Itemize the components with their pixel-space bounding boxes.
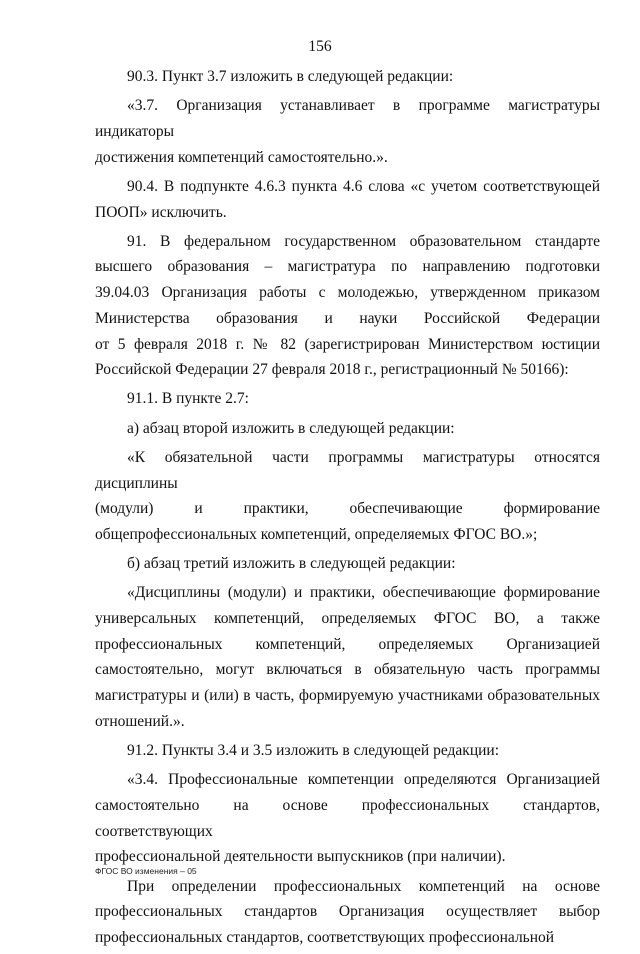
paragraph <box>95 386 600 412</box>
text-line: самостоятельно, могут включаться в обязательную часть программы <box>95 661 600 679</box>
text-line: 90.4. В подпункте 4.6.3 пункта 4.6 слова «с учетом соответствующей <box>127 177 600 195</box>
text-line: ПООП» исключить. <box>95 203 227 221</box>
paragraph <box>95 738 600 764</box>
paragraph <box>95 580 600 734</box>
text-line: от 5 февраля 2018 г. № 82 (зарегистрирован Министерством юстиции <box>95 335 600 353</box>
text-line: универсальных компетенций, определяемых ФГОС ВО, а также <box>95 610 600 628</box>
paragraph <box>95 767 600 870</box>
paragraph <box>95 416 600 442</box>
text-line: профессиональной деятельности выпускников (при наличии). <box>95 848 506 866</box>
text-line: При определении профессиональных компетенций на основе <box>127 877 600 895</box>
text-line: достижения компетенций самостоятельно.». <box>95 148 388 166</box>
text-line: «3.4. Профессиональные компетенции определяются Организацией <box>127 771 600 789</box>
text-line: а) абзац второй изложить в следующей редакции: <box>127 419 455 437</box>
text-line: б) абзац третий изложить в следующей редакции: <box>127 555 456 573</box>
paragraph <box>95 229 600 383</box>
text-line: профессиональных стандартов, соответствующих профессиональной <box>95 929 555 946</box>
text-line: Министерства образования и науки Российской Федерации <box>95 309 600 327</box>
text-line: высшего образования – магистратура по направлению подготовки <box>95 258 600 276</box>
text-line: «К обязательной части программы магистратуры относятся дисциплины <box>95 448 600 492</box>
paragraph <box>95 174 600 225</box>
paragraph <box>95 93 600 170</box>
footer-note: ФГОС ВО изменения – 05 <box>95 866 197 876</box>
paragraph <box>95 64 600 90</box>
text-line: 91.2. Пункты 3.4 и 3.5 изложить в следующей редакции: <box>127 742 500 760</box>
paragraph <box>95 874 600 951</box>
text-line: 39.04.03 Организация работы с молодежью, утвержденном приказом <box>95 284 600 302</box>
text-line: самостоятельно на основе профессиональных стандартов, соответствующих <box>95 796 600 840</box>
text-line: 91.1. В пункте 2.7: <box>127 390 249 408</box>
page-number: 156 <box>308 38 332 55</box>
text-line: Российской Федерации 27 февраля 2018 г., регистрационный № 50166): <box>95 361 569 379</box>
text-line: «Дисциплины (модули) и практики, обеспечивающие формирование <box>127 584 600 602</box>
text-line: общепрофессиональных компетенций, определяемых ФГОС ВО.»; <box>95 525 538 543</box>
paragraph <box>95 445 600 548</box>
text-line: отношений.». <box>95 712 185 730</box>
document-body <box>95 64 600 954</box>
text-line: профессиональных стандартов Организация осуществляет выбор <box>95 903 600 921</box>
text-line: 91. В федеральном государственном образовательном стандарте <box>127 232 600 250</box>
text-line: магистратуры и (или) в часть, формируемую участниками образовательных <box>95 687 600 705</box>
text-line: 90.3. Пункт 3.7 изложить в следующей редакции: <box>127 68 454 85</box>
text-line: профессиональных компетенций, определяемых Организацией <box>95 635 600 653</box>
text-line: (модули) и практики, обеспечивающие формирование <box>95 500 600 518</box>
paragraph <box>95 551 600 577</box>
text-line: «3.7. Организация устанавливает в программе магистратуры индикаторы <box>95 97 600 140</box>
